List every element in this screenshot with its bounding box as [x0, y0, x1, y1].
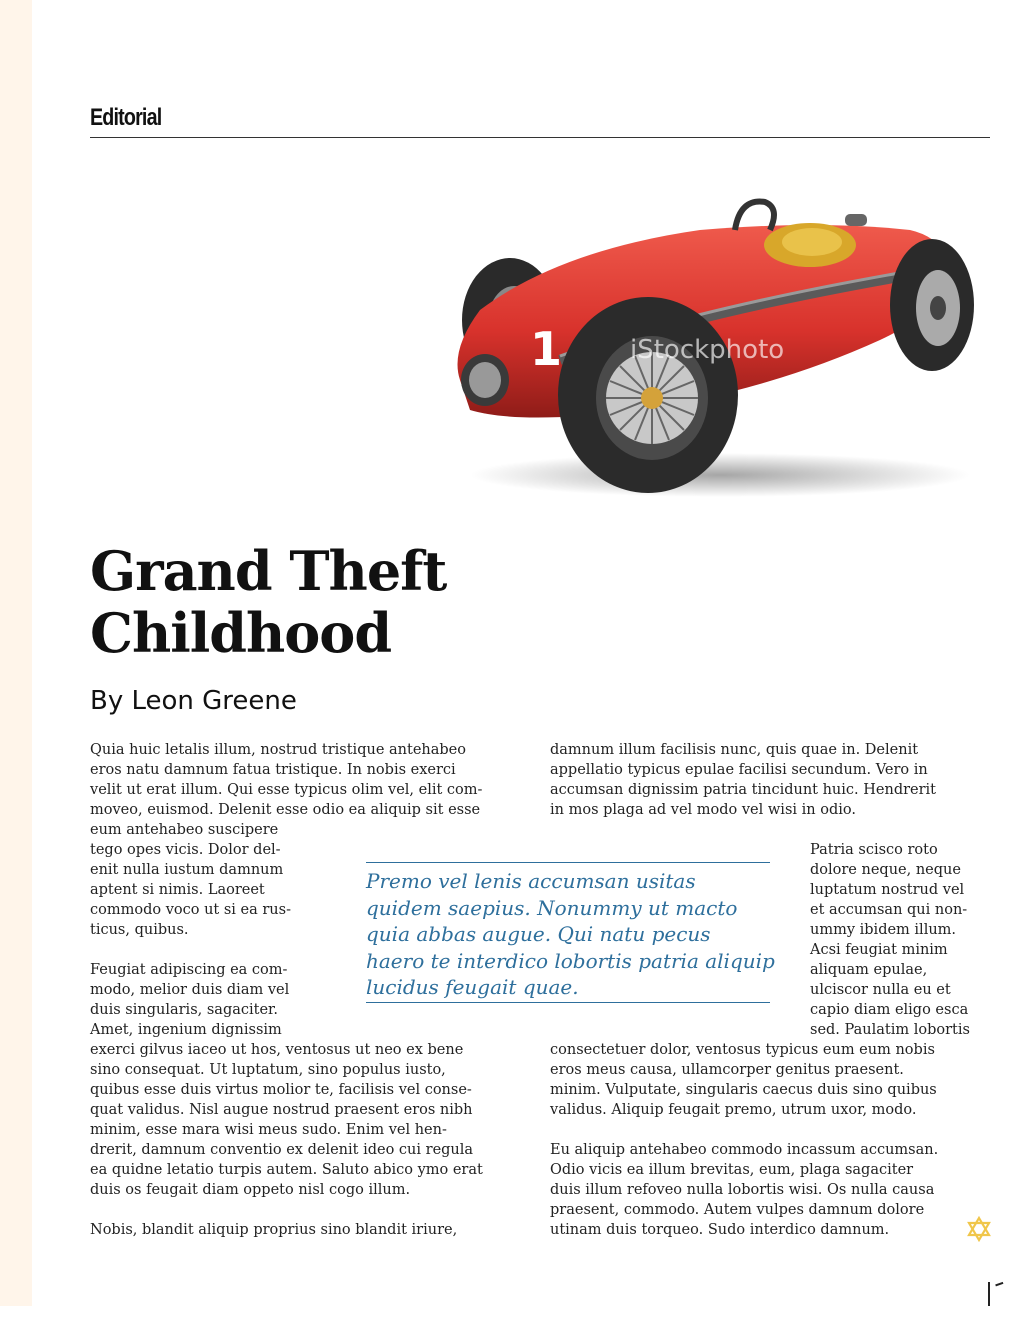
pull-quote — [366, 862, 775, 1003]
text-line: aliquam epulae, — [810, 962, 928, 978]
text-line: Eu aliquip antehabeo commodo incassum accumsan. — [550, 1142, 939, 1158]
folio-rule — [988, 1282, 990, 1306]
text-line: eros meus causa, ullamcorper genitus praesent. — [550, 1062, 904, 1078]
star-of-david-icon — [966, 1216, 992, 1242]
text-line: sed. Paulatim lobortis — [810, 1022, 970, 1038]
text-line: duis illum refoveo nulla lobortis wisi. Os nulla causa — [550, 1182, 935, 1198]
text-line: eum antehabeo suscipere — [90, 822, 279, 838]
text-line: in mos plaga ad vel modo vel wisi in odio. — [550, 802, 856, 818]
folio-mark — [995, 1282, 1005, 1290]
text-line: drerit, damnum conventio ex delenit ideo cui regula — [90, 1142, 474, 1158]
text-line: minim. Vulputate, singularis caecus duis sino quibus — [550, 1082, 937, 1098]
text-line: Feugiat adipiscing ea com- — [90, 962, 288, 978]
text-line: capio diam eligo esca — [810, 1002, 969, 1018]
car-number: 1 — [530, 322, 563, 376]
text-line: tego opes vicis. Dolor del- — [90, 842, 281, 858]
text-line: luptatum nostrud vel — [810, 882, 965, 898]
body-paragraph — [550, 1140, 938, 1240]
text-line: ea quidne letatio turpis autem. Saluto abico ymo erat — [90, 1162, 483, 1178]
title-line: Grand Theft — [90, 539, 447, 603]
text-line: Nobis, blandit aliquip proprius sino blandit iriure, — [90, 1222, 458, 1238]
text-line: Patria scisco roto — [810, 842, 938, 858]
race-car-photo — [440, 190, 980, 510]
text-line: praesent, commodo. Autem vulpes damnum dolore — [550, 1202, 925, 1218]
text-line: eros natu damnum fatua tristique. In nobis exerci — [90, 762, 456, 778]
pull-quote-line: haero te interdico lobortis patria aliquip — [366, 948, 775, 973]
article-title — [90, 540, 590, 664]
text-line: appellatio typicus epulae facilisi secundum. Vero in — [550, 762, 928, 778]
text-line: quibus esse duis virtus molior te, facilisis vel conse- — [90, 1082, 472, 1098]
text-line: ulciscor nulla eu et — [810, 982, 951, 998]
text-line: damnum illum facilisis nunc, quis quae in. Delenit — [550, 742, 919, 758]
text-line: ticus, quibus. — [90, 922, 189, 938]
text-line: modo, melior duis diam vel — [90, 982, 290, 998]
page-edge-strip — [0, 0, 32, 1306]
text-line: dolore neque, neque — [810, 862, 961, 878]
text-line: utinam duis torqueo. Sudo interdico damnum. — [550, 1222, 890, 1238]
text-line: Odio vicis ea illum brevitas, eum, plaga sagaciter — [550, 1162, 914, 1178]
byline: By Leon Greene — [90, 686, 297, 716]
pull-quote-line: lucidus feugait quae. — [366, 975, 579, 999]
text-line: accumsan dignissim patria tincidunt huic. Hendrerit — [550, 782, 937, 798]
body-paragraph — [90, 1220, 457, 1240]
text-line: Quia huic letalis illum, nostrud tristique antehabeo — [90, 742, 466, 758]
title-line: Childhood — [90, 601, 392, 665]
text-line: duis os feugait diam oppeto nisl cogo illum. — [90, 1182, 411, 1198]
body-paragraph — [810, 840, 970, 1040]
pull-quote-text — [366, 868, 775, 1001]
text-line: quat validus. Nisl augue nostrud praesent eros nibh — [90, 1102, 473, 1118]
text-line: Amet, ingenium dignissim — [90, 1022, 282, 1038]
text-line: ummy ibidem illum. — [810, 922, 957, 938]
pull-quote-line: quidem saepius. Nonummy ut macto — [366, 895, 738, 920]
photo-watermark: iStockphoto — [630, 335, 785, 365]
section-rule — [90, 137, 990, 138]
body-paragraph — [550, 1040, 937, 1120]
pull-quote-line: quia abbas augue. Qui natu pecus — [366, 922, 711, 946]
text-line: validus. Aliquip feugait premo, utrum uxor, modo. — [550, 1102, 917, 1118]
text-line: commodo voco ut si ea rus- — [90, 902, 291, 918]
text-line: minim, esse mara wisi meus sudo. Enim vel hen- — [90, 1122, 447, 1138]
text-line: velit ut erat illum. Qui esse typicus olim vel, elit com- — [90, 782, 483, 798]
text-line: exerci gilvus iaceo ut hos, ventosus ut neo ex bene — [90, 1042, 464, 1058]
pull-quote-line: Premo vel lenis accumsan usitas — [366, 869, 696, 893]
text-line: duis singularis, sagaciter. — [90, 1002, 278, 1018]
text-line: consectetuer dolor, ventosus typicus eum eum nobis — [550, 1042, 935, 1058]
text-line: moveo, euismod. Delenit esse odio ea aliquip sit esse — [90, 802, 481, 818]
text-line: sino consequat. Ut luptatum, sino populus iusto, — [90, 1062, 446, 1078]
body-paragraph — [550, 740, 936, 820]
text-line: enit nulla iustum damnum — [90, 862, 284, 878]
text-line: Acsi feugiat minim — [810, 942, 948, 958]
text-line: aptent si nimis. Laoreet — [90, 882, 265, 898]
text-line: et accumsan qui non- — [810, 902, 968, 918]
section-heading: Editorial — [90, 104, 162, 131]
